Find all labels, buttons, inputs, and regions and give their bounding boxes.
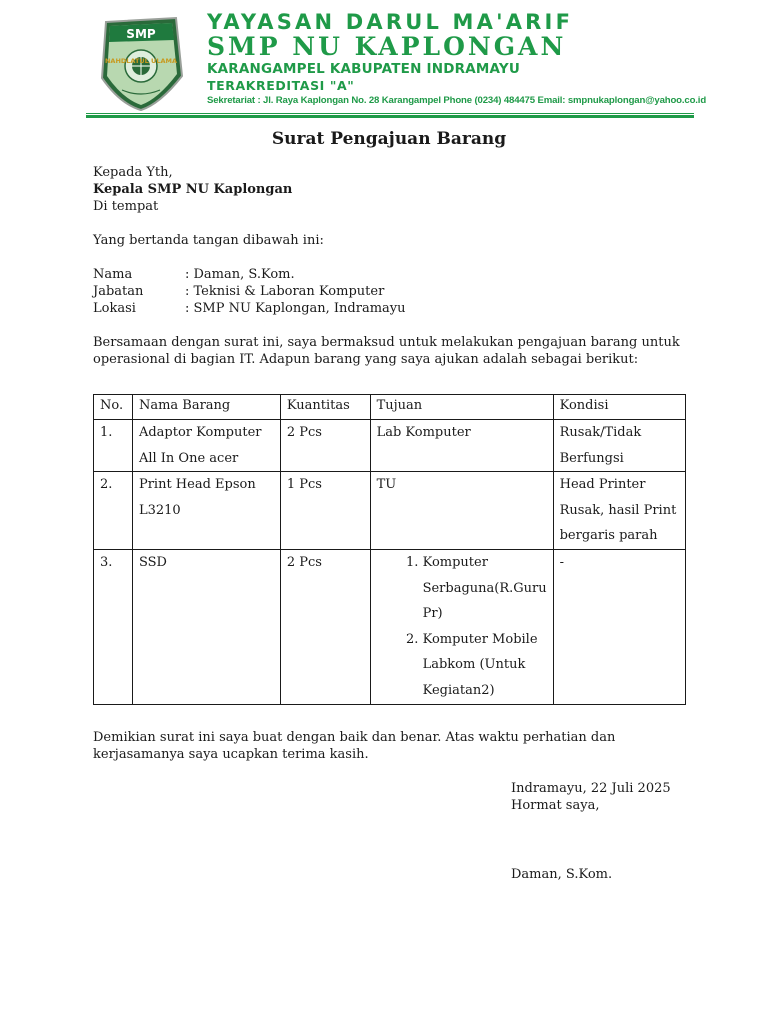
field-value: : Teknisi & Laboran Komputer	[185, 284, 385, 299]
table-row	[94, 549, 686, 704]
school-name: SMP NU KAPLONGAN	[207, 32, 567, 61]
table-header-cell: Kondisi	[553, 395, 685, 420]
table-header-row	[94, 395, 686, 420]
school-location: KARANGAMPEL KABUPATEN INDRAMAYU	[207, 61, 520, 77]
item-purpose: Lab Komputer	[370, 420, 553, 472]
foundation-name: YAYASAN DARUL MA'ARIF	[207, 10, 574, 34]
school-address: Sekretariat : Jl. Raya Kaplongan No. 28 Karangampel Phone (0234) 484475 Email: smpnukaplongan@yahoo.co.id	[207, 95, 707, 106]
recipient-name: Kepala SMP NU Kaplongan	[93, 182, 293, 197]
field-nama	[93, 266, 295, 283]
table-row	[94, 472, 686, 550]
accreditation: TERAKREDITASI "A"	[207, 78, 355, 93]
table-row	[94, 420, 686, 472]
intro-text: Yang bertanda tangan dibawah ini:	[93, 233, 324, 248]
field-label: Jabatan	[93, 284, 144, 299]
item-condition: Rusak/Tidak Berfungsi	[553, 420, 685, 472]
body-paragraph: Bersamaan dengan surat ini, saya bermaksud untuk melakukan pengajuan barang untuk operasional di bagian IT. Adapun barang yang saya ajukan adalah sebagai berikut:	[93, 335, 680, 367]
list-item: 2. Komputer Mobile Labkom (Untuk Kegiatan2)	[423, 627, 547, 704]
item-quantity: 2 Pcs	[280, 420, 370, 472]
school-logo	[98, 16, 184, 112]
item-purpose	[370, 549, 553, 704]
item-condition: -	[553, 549, 685, 704]
row-number: 1.	[94, 420, 133, 472]
field-value: : Daman, S.Kom.	[185, 267, 295, 282]
table-header-cell: Nama Barang	[132, 395, 280, 420]
row-number: 2.	[94, 472, 133, 550]
letterhead-divider-thick	[86, 115, 694, 118]
letter-title: Surat Pengajuan Barang	[271, 129, 507, 149]
place-date: Indramayu, 22 Juli 2025	[511, 781, 671, 796]
item-name: SSD	[132, 549, 280, 704]
item-name: Print Head Epson L3210	[132, 472, 280, 550]
table-header-cell: Tujuan	[370, 395, 553, 420]
regards: Hormat saya,	[511, 798, 600, 813]
item-quantity: 2 Pcs	[280, 549, 370, 704]
field-label: Nama	[93, 267, 133, 282]
item-purpose: TU	[370, 472, 553, 550]
logo-motto: NAHDLATUL ULAMA	[104, 57, 178, 65]
purpose-list	[377, 550, 547, 704]
closing-paragraph: Demikian surat ini saya buat dengan baik dan benar. Atas waktu perhatian dan kerjasamanya saya ucapkan terima kasih.	[93, 730, 616, 762]
list-item: 1. Komputer Serbaguna(R.Guru Pr)	[423, 550, 547, 627]
item-name: Adaptor Komputer All In One acer	[132, 420, 280, 472]
table-header-cell: Kuantitas	[280, 395, 370, 420]
row-number: 3.	[94, 549, 133, 704]
field-lokasi	[93, 300, 406, 317]
item-condition: Head Printer Rusak, hasil Print bergaris parah	[553, 472, 685, 550]
field-label: Lokasi	[93, 301, 136, 316]
recipient-place: Di tempat	[93, 199, 159, 214]
logo-text: SMP	[126, 27, 156, 41]
table-header-cell: No.	[94, 395, 133, 420]
item-quantity: 1 Pcs	[280, 472, 370, 550]
field-value: : SMP NU Kaplongan, Indramayu	[185, 301, 406, 316]
recipient-greeting: Kepada Yth,	[93, 165, 173, 180]
signer-name: Daman, S.Kom.	[511, 867, 613, 882]
field-jabatan	[93, 283, 384, 300]
letterhead-divider	[86, 113, 694, 114]
items-table	[93, 394, 686, 705]
